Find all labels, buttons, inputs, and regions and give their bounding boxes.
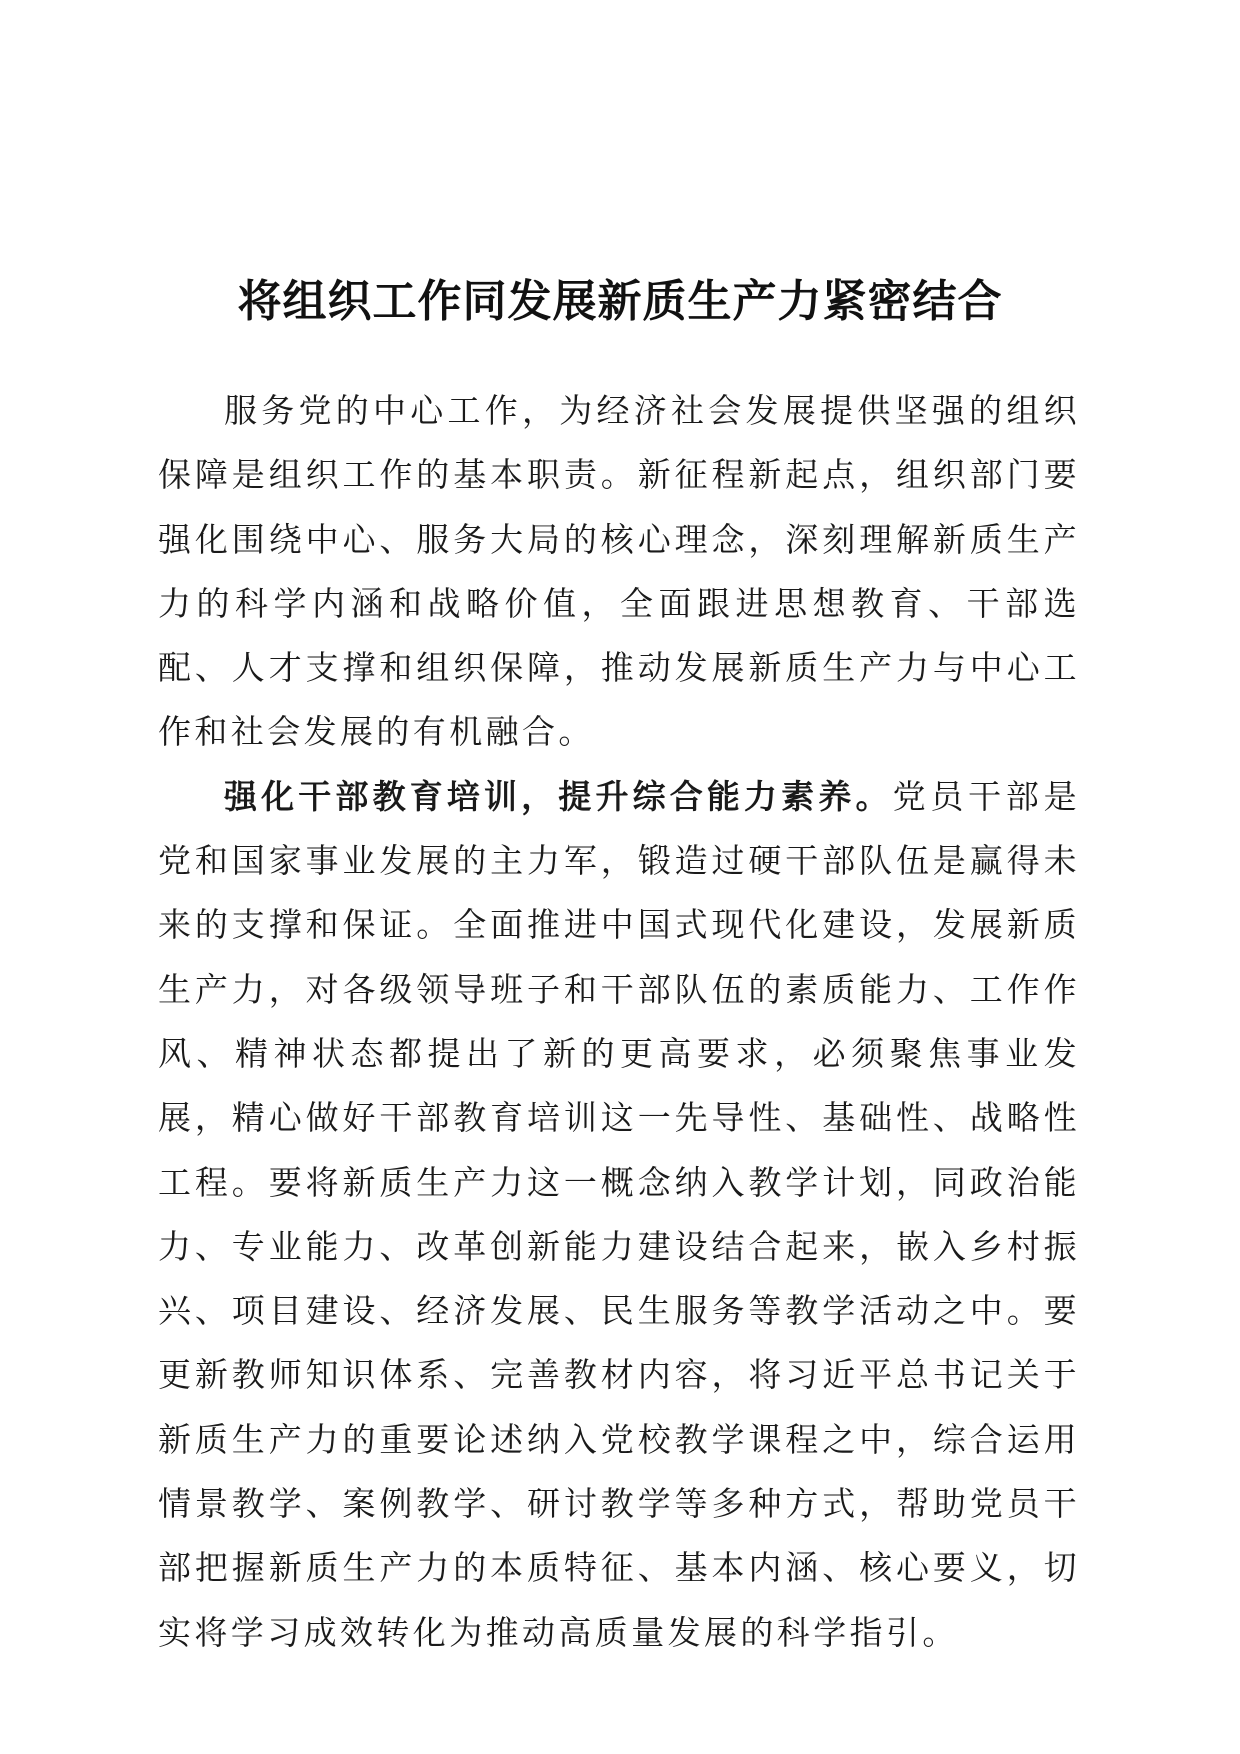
paragraph-intro-text: 服务党的中心工作，为经济社会发展提供坚强的组织保障是组织工作的基本职责。新征程新起点，组织部门要强化围绕中心、服务大局的核心理念，深刻理解新质生产力的科学内涵和战略价值，全面跟进思想教育、干部选配、人才支撑和组织保障，推动发展新质生产力与中心工作和社会发展的有机融合。	[158, 391, 1080, 752]
paragraph-training-text: 党员干部是党和国家事业发展的主力军，锻造过硬干部队伍是赢得未来的支撑和保证。全面推进中国式现代化建设，发展新质生产力，对各级领导班子和干部队伍的素质能力、工作作风、精神状态都提出了新的更高要求，必须聚焦事业发展，精心做好干部教育培训这一先导性、基础性、战略性工程。要将新质生产力这一概念纳入教学计划，同政治能力、专业能力、改革创新能力建设结合起来，嵌入乡村振兴、项目建设、经济发展、民生服务等教学活动之中。要更新教师知识体系、完善教材内容，将习近平总书记关于新质生产力的重要论述纳入党校教学课程之中，综合运用情景教学、案例教学、研讨教学等多种方式，帮助党员干部把握新质生产力的本质特征、基本内涵、核心要义，切实将学习成效转化为推动高质量发展的科学指引。	[158, 776, 1081, 1652]
document-body	[158, 379, 1080, 1665]
page-title: 将组织工作同发展新质生产力紧密结合	[237, 276, 1003, 328]
paragraph-training-lead: 强化干部教育培训，提升综合能力素养。	[224, 776, 893, 816]
paragraph-training	[158, 765, 1080, 1665]
paragraph-intro	[158, 379, 1080, 765]
